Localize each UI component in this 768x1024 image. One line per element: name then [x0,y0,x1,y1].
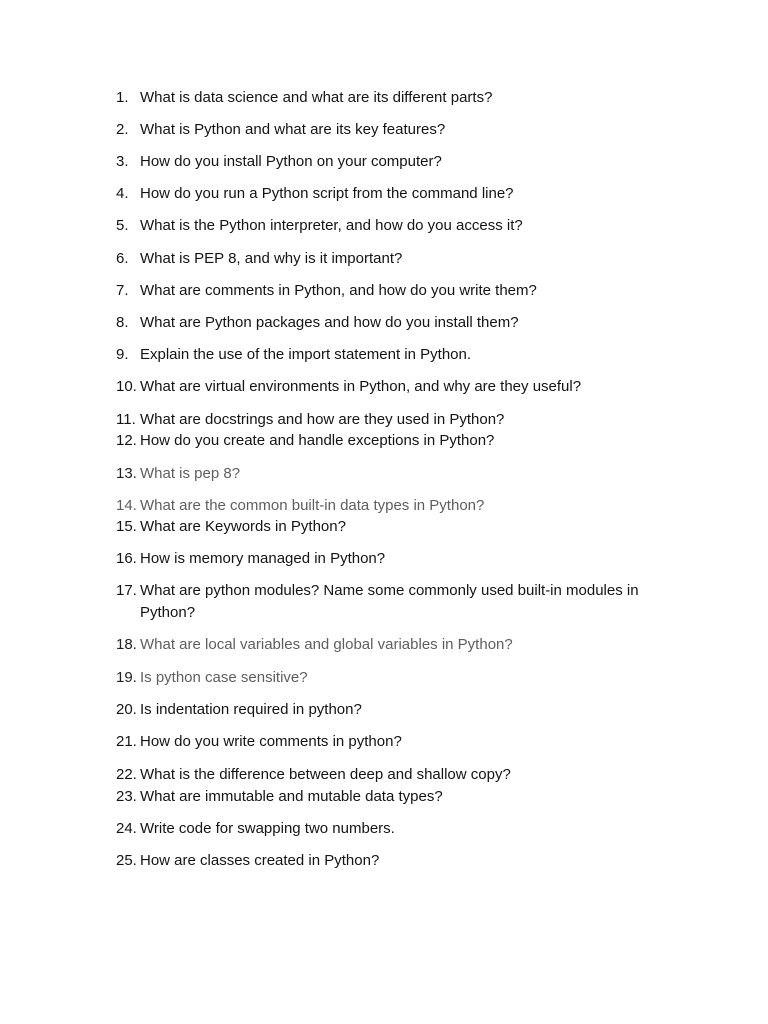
list-item [116,215,696,237]
item-text: What are virtual environments in Python, and why are they useful? [140,378,582,395]
item-number: 16. [116,550,137,567]
item-text: What are Python packages and how do you install them? [140,314,519,331]
list-item [116,786,696,808]
item-text: What are python modules? Name some commonly used built-in modules in Python? [140,582,639,621]
list-item [116,248,696,270]
item-number: 17. [116,582,137,599]
item-number: 6. [116,250,129,267]
item-text: Write code for swapping two numbers. [140,820,395,837]
list-item [116,151,696,173]
item-number: 14. [116,497,137,514]
list-item [116,312,696,334]
list-item [116,183,696,205]
item-number: 15. [116,518,137,535]
item-text: Is python case sensitive? [140,669,308,686]
item-text: What is pep 8? [140,465,241,482]
list-item [116,580,684,624]
item-text: What are the common built-in data types in Python? [140,497,485,514]
item-number: 9. [116,346,129,363]
item-number: 7. [116,282,129,299]
item-number: 24. [116,820,137,837]
item-number: 19. [116,669,137,686]
item-number: 10. [116,378,137,395]
item-text: What are local variables and global variables in Python? [140,636,513,653]
item-text: What are immutable and mutable data types? [140,788,443,805]
list-item [116,344,696,366]
item-number: 5. [116,217,129,234]
item-text: How do you run a Python script from the command line? [140,185,514,202]
item-text: What is the Python interpreter, and how do you access it? [140,217,523,234]
list-item [116,119,696,141]
item-number: 20. [116,701,137,718]
list-item [116,699,696,721]
list-item [116,764,696,786]
item-number: 23. [116,788,137,805]
item-number: 4. [116,185,129,202]
item-number: 13. [116,465,137,482]
item-number: 2. [116,121,129,138]
list-item [116,516,696,538]
list-item [116,376,696,398]
item-text: How is memory managed in Python? [140,550,386,567]
item-text: What are docstrings and how are they used in Python? [140,411,505,428]
item-text: What is PEP 8, and why is it important? [140,250,403,267]
item-number: 12. [116,432,137,449]
list-item [116,409,696,431]
list-item [116,430,696,452]
list-item [116,87,696,109]
list-item [116,280,696,302]
item-text: What is the difference between deep and shallow copy? [140,766,511,783]
item-text: What are Keywords in Python? [140,518,346,535]
list-item [116,818,696,840]
item-text: How do you install Python on your computer? [140,153,442,170]
list-item [116,850,696,872]
item-text: Is indentation required in python? [140,701,362,718]
item-text: What is Python and what are its key features? [140,121,446,138]
item-text: Explain the use of the import statement in Python. [140,346,472,363]
list-item [116,495,696,517]
item-text: What is data science and what are its different parts? [140,89,493,106]
list-item [116,731,696,753]
list-item [116,667,696,689]
list-item [116,548,696,570]
item-number: 25. [116,852,137,869]
list-item [116,634,696,656]
item-number: 11. [116,411,136,428]
item-number: 22. [116,766,137,783]
item-number: 18. [116,636,137,653]
item-text: How are classes created in Python? [140,852,380,869]
list-item [116,463,696,485]
item-number: 3. [116,153,129,170]
item-number: 21. [116,733,137,750]
item-text: How do you write comments in python? [140,733,402,750]
item-text: What are comments in Python, and how do you write them? [140,282,537,299]
item-number: 1. [116,89,129,106]
item-text: How do you create and handle exceptions in Python? [140,432,495,449]
item-number: 8. [116,314,129,331]
